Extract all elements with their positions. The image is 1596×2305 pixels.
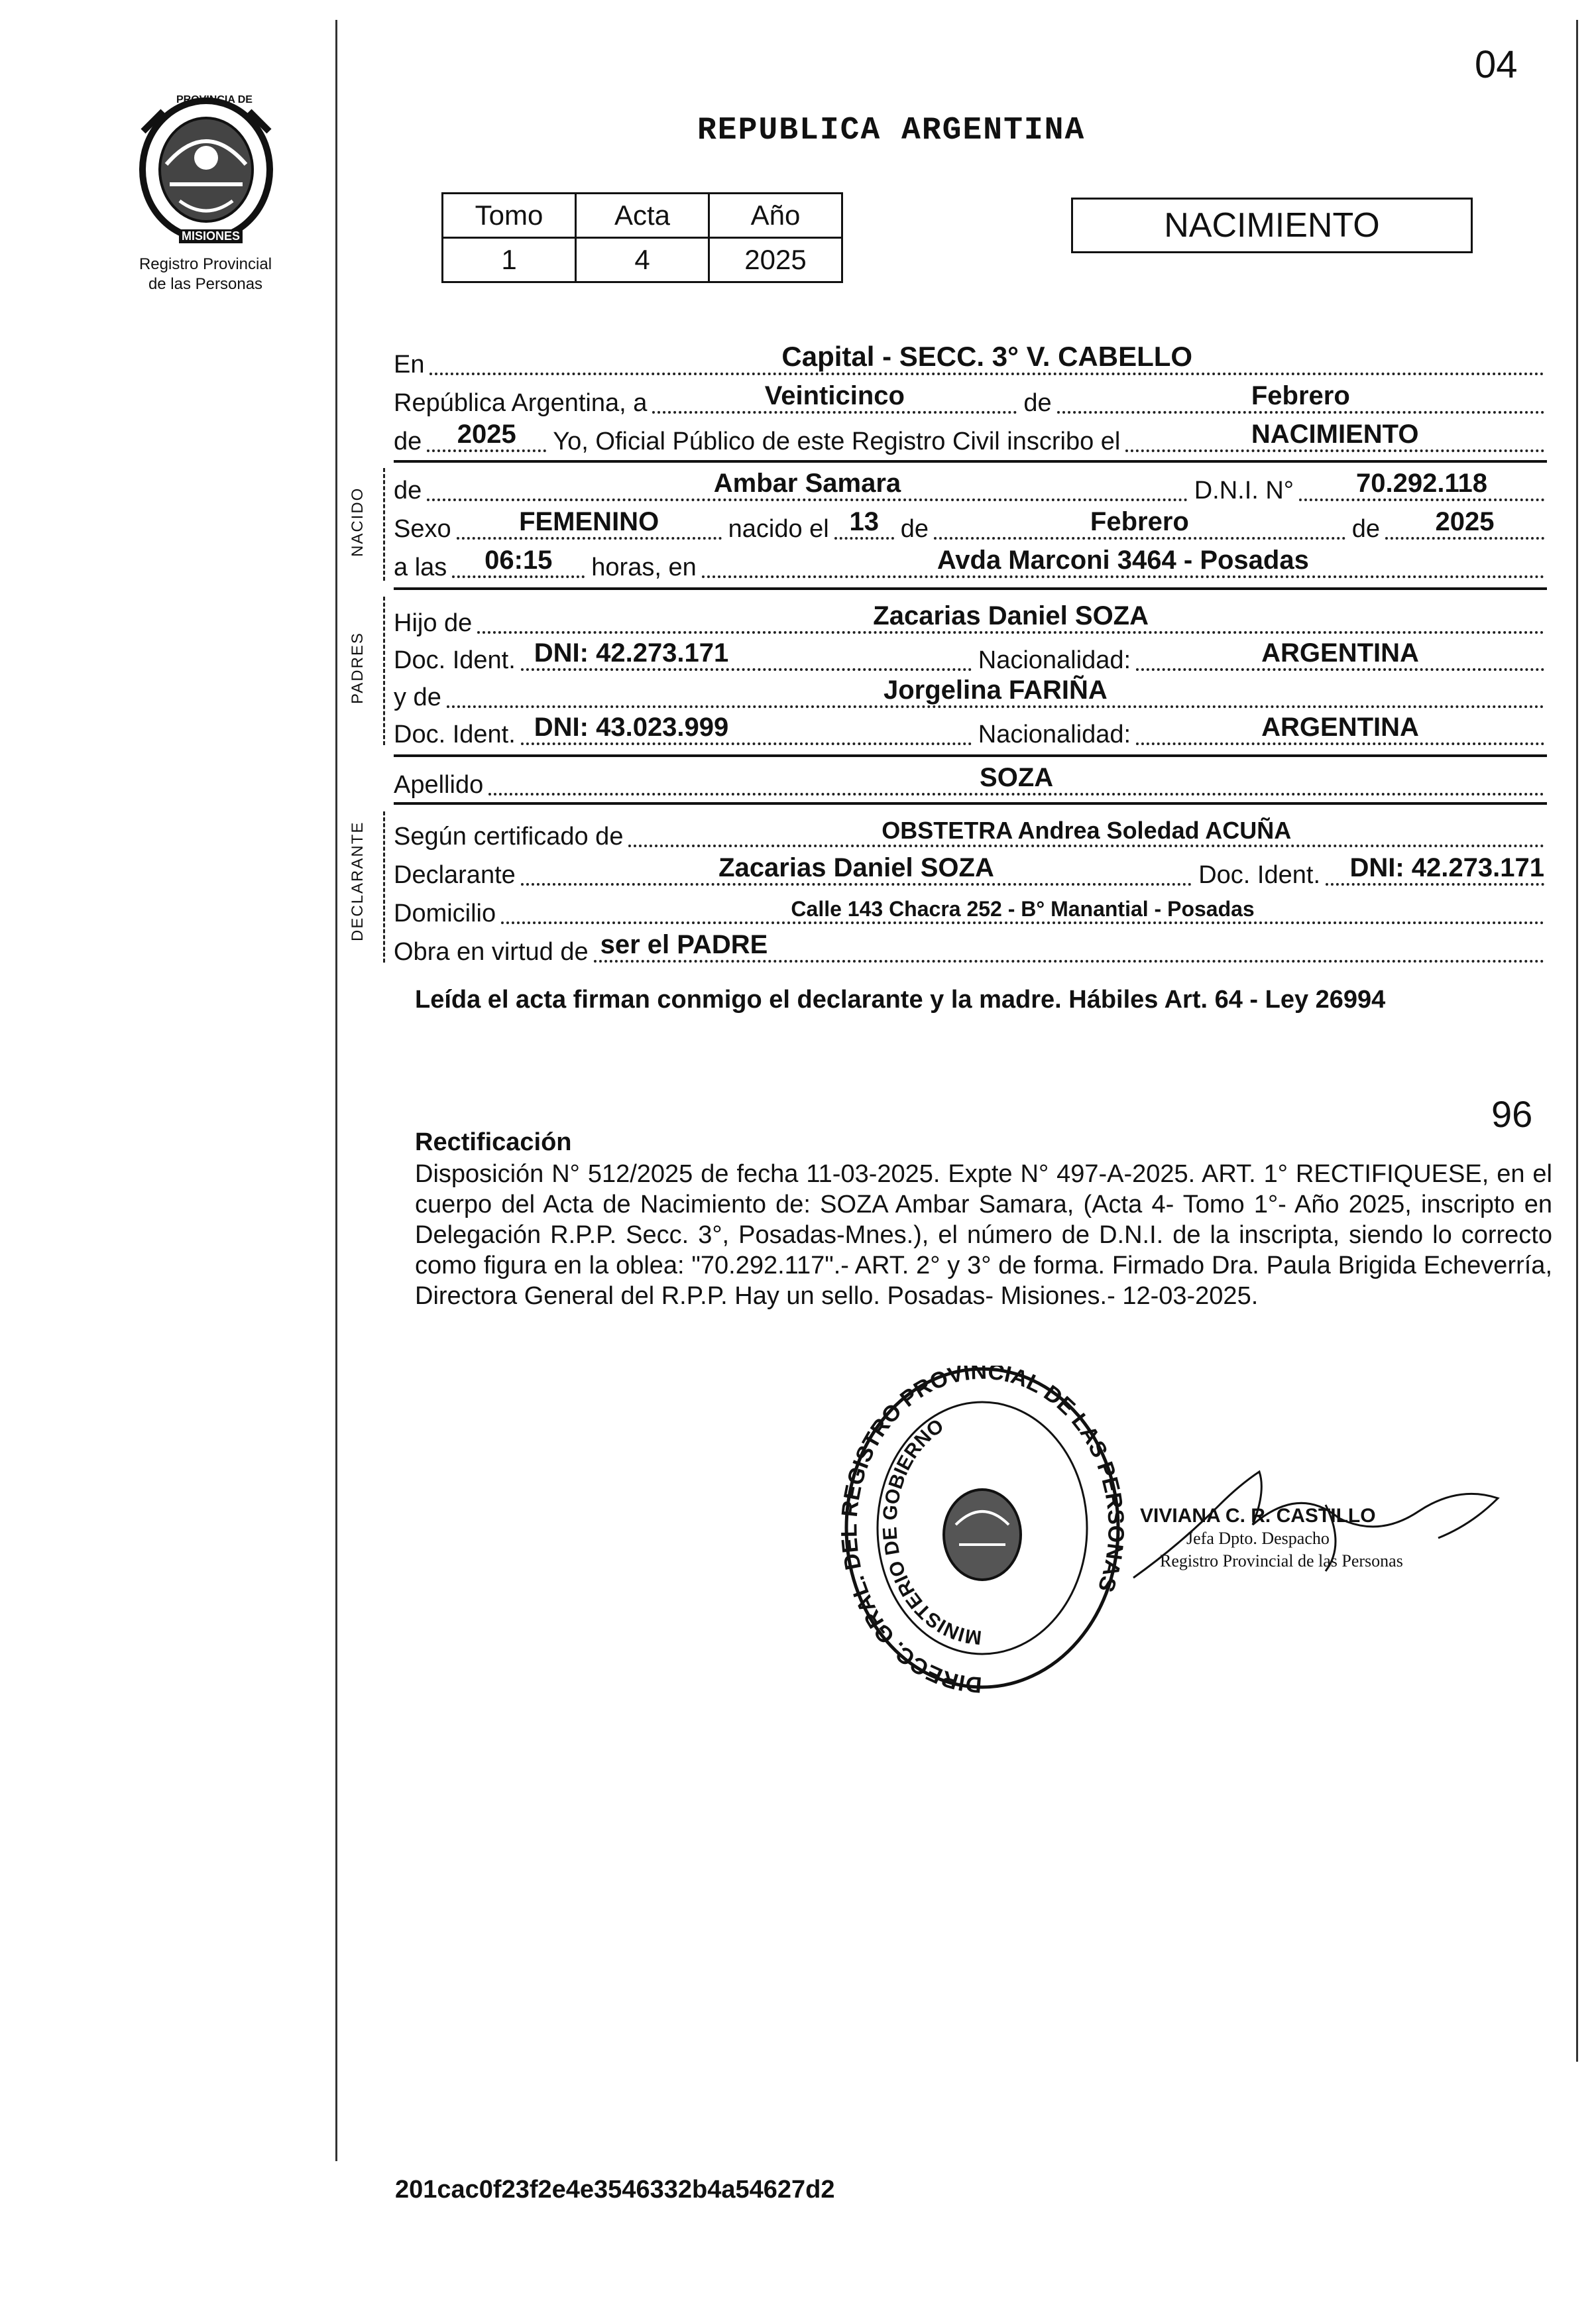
father-nat-label: Nacionalidad: [978, 646, 1131, 674]
father-value: Zacarias Daniel SOZA [873, 601, 1149, 630]
sexo-label: Sexo [394, 515, 451, 543]
birth-de-label-2: de [1351, 515, 1380, 543]
de-label: de [1023, 389, 1052, 417]
reference-table-value-row [443, 238, 842, 282]
logo-caption [106, 255, 305, 294]
handwritten-signature-icon [1127, 1445, 1524, 1591]
row-obra [394, 928, 1544, 967]
ref-value-anio: 2025 [709, 238, 842, 282]
row-certificado [394, 813, 1544, 851]
birth-year-field [1385, 506, 1544, 540]
nacido-bracket [383, 468, 387, 581]
seal-inner-text: MINISTERIO DE GOBIERNO [879, 1415, 983, 1649]
rectification-heading: Rectificación [415, 1128, 572, 1156]
father-doc-label: Doc. Ident. [394, 646, 516, 674]
ref-value-acta: 4 [576, 238, 709, 282]
place-value: Capital - SECC. 3° V. CABELLO [781, 341, 1193, 372]
nacido-el-label: nacido el [728, 515, 829, 543]
cert-field [628, 814, 1544, 847]
reference-table [441, 192, 843, 283]
row-padre-doc [394, 636, 1544, 675]
apellido-label: Apellido [394, 771, 484, 799]
y-de-label: y de [394, 683, 441, 711]
birth-day-field [834, 506, 894, 540]
republica-label: República Argentina, a [394, 389, 648, 417]
signatory-role: Jefa Dpto. Despacho [1186, 1529, 1330, 1548]
signature-stamp [1127, 1445, 1524, 1591]
day-words-value: Veinticinco [764, 381, 905, 410]
row-nacido-sexo [394, 505, 1544, 544]
place-field [429, 342, 1544, 375]
divider-3 [394, 754, 1547, 757]
row-fecha [394, 379, 1544, 418]
closing-statement: Leída el acta firman conmigo el declarante y la madre. Hábiles Art. 64 - Ley 26994 [415, 986, 1386, 1014]
record-type-box: NACIMIENTO [1071, 198, 1473, 253]
row-declarante [394, 851, 1544, 890]
mother-doc-label: Doc. Ident. [394, 721, 516, 748]
apellido-field [488, 762, 1544, 796]
logo-caption-line1: Registro Provincial [139, 255, 272, 273]
seal-top-text: PROVINCIA DE [176, 94, 253, 105]
decl-name-field [521, 853, 1192, 886]
right-margin-line [1576, 20, 1578, 2062]
declarante-section-label: DECLARANTE [349, 821, 367, 941]
year-field [427, 419, 546, 452]
birth-day-value: 13 [849, 507, 879, 536]
signatory-name: VIVIANA C. R. CASTILLO [1140, 1505, 1376, 1527]
row-en [394, 341, 1544, 379]
birth-month-value: Febrero [1090, 507, 1189, 536]
mother-nat-field [1136, 712, 1544, 745]
month-field [1057, 381, 1544, 414]
seal-bottom-text: MISIONES [179, 229, 243, 243]
cert-value: OBSTETRA Andrea Soledad ACUÑA [882, 817, 1292, 844]
de-label-2: de [394, 428, 422, 455]
cert-label: Según certificado de [394, 823, 624, 851]
event-value: NACIMIENTO [1251, 420, 1419, 449]
province-logo [130, 91, 282, 248]
page-number: 04 [1475, 43, 1518, 86]
reference-table-header-row [443, 194, 842, 238]
decl-doc-value: DNI: 42.273.171 [1349, 853, 1544, 882]
dni-field [1299, 468, 1544, 501]
document-hash: 201cac0f23f2e4e3546332b4a54627d2 [395, 2176, 835, 2204]
address-value: Avda Marconi 3464 - Posadas [937, 546, 1309, 575]
mother-doc-field [521, 712, 972, 745]
time-value: 06:15 [484, 546, 553, 575]
ref-header-acta: Acta [576, 194, 709, 238]
obra-value: ser el PADRE [600, 930, 768, 959]
birth-de-label: de [900, 515, 929, 543]
en-label: En [394, 351, 425, 379]
horas-label: horas, en [591, 554, 697, 581]
padres-section-label: PADRES [349, 632, 367, 704]
mother-doc-value: DNI: 43.023.999 [534, 713, 729, 742]
row-madre [394, 674, 1544, 712]
mother-nat-label: Nacionalidad: [978, 721, 1131, 748]
father-nat-field [1136, 638, 1544, 671]
father-doc-value: DNI: 42.273.171 [534, 638, 729, 668]
domicilio-field [501, 891, 1544, 924]
apellido-value: SOZA [980, 763, 1054, 792]
father-field [477, 601, 1544, 634]
nacido-section-label: NACIDO [349, 487, 367, 557]
mother-field [447, 675, 1544, 708]
address-field [702, 545, 1544, 578]
divider-4 [394, 802, 1547, 805]
birth-month-field [934, 506, 1345, 540]
rectification-number: 96 [1491, 1093, 1533, 1135]
dni-label: D.N.I. N° [1194, 477, 1294, 504]
row-madre-doc [394, 711, 1544, 749]
row-nacido-nombre [394, 467, 1544, 505]
row-nacido-hora [394, 544, 1544, 582]
a-las-label: a las [394, 554, 447, 581]
document-title: REPUBLICA ARGENTINA [697, 113, 1086, 148]
sexo-field [457, 506, 722, 540]
row-inscribo [394, 418, 1544, 456]
domicilio-value: Calle 143 Chacra 252 - B° Manantial - Posadas [791, 897, 1255, 921]
ref-header-tomo: Tomo [443, 194, 576, 238]
inscribo-text: Yo, Oficial Público de este Registro Civil inscribo el [553, 428, 1121, 455]
decl-doc-field [1326, 853, 1544, 886]
divider-1 [394, 460, 1547, 463]
month-value: Febrero [1251, 381, 1350, 410]
row-apellido [394, 761, 1544, 799]
ref-value-tomo: 1 [443, 238, 576, 282]
signatory-office: Registro Provincial de las Personas [1160, 1551, 1403, 1570]
logo-caption-line2: de las Personas [148, 275, 263, 293]
official-seal-icon [836, 1366, 1128, 1704]
hijo-de-label: Hijo de [394, 609, 473, 637]
obra-field [594, 929, 1544, 963]
father-nat-value: ARGENTINA [1261, 638, 1419, 668]
nacido-de-label: de [394, 477, 422, 504]
year-value: 2025 [457, 420, 516, 449]
left-margin-line [335, 20, 337, 2161]
official-seal [836, 1366, 1128, 1704]
declarante-bracket [383, 811, 387, 963]
day-field [652, 381, 1017, 414]
mother-nat-value: ARGENTINA [1261, 713, 1419, 742]
event-field [1125, 419, 1544, 452]
decl-doc-label: Doc. Ident. [1198, 861, 1320, 889]
divider-2 [394, 587, 1547, 590]
decl-label: Declarante [394, 861, 516, 889]
rectification-body: Disposición N° 512/2025 de fecha 11-03-2025. Expte N° 497-A-2025. ART. 1° RECTIFIQUESE, en el cuerpo del Acta de Nacimiento de: SOZA Ambar Samara, (Acta 4- Tomo 1°- Año 2025, inscripto en Delegación R.P.P. Secc. 3°, Posadas-Mnes.), el número de D.N.I. de la inscripta, siendo lo correcto como figura en la oblea: "70.292.117".- ART. 2° y 3° de forma. Firmado Dra. Paula Brigida Echeverría, Directora General del R.P.P. Hay un sello. Posadas- Misiones.- 12-03-2025. [415, 1160, 1552, 1310]
dom-label: Domicilio [394, 900, 496, 927]
dni-value: 70.292.118 [1356, 469, 1487, 498]
seal-outer-text: DIRECC. GRAL. DEL REGISTRO PROVINCIAL DE LAS PERSONAS [836, 1366, 1128, 1698]
time-field [452, 545, 585, 578]
sexo-value: FEMENINO [519, 507, 659, 536]
mother-value: Jorgelina FARIÑA [883, 676, 1108, 705]
province-seal-icon [130, 91, 282, 248]
row-padre [394, 599, 1544, 638]
father-doc-field [521, 638, 972, 671]
name-value: Ambar Samara [713, 469, 901, 498]
padres-bracket [383, 597, 387, 745]
decl-name-value: Zacarias Daniel SOZA [718, 853, 994, 882]
name-field [427, 468, 1187, 501]
ref-header-anio: Año [709, 194, 842, 238]
obra-label: Obra en virtud de [394, 938, 589, 966]
row-domicilio [394, 890, 1544, 928]
birth-year-value: 2025 [1435, 507, 1495, 536]
